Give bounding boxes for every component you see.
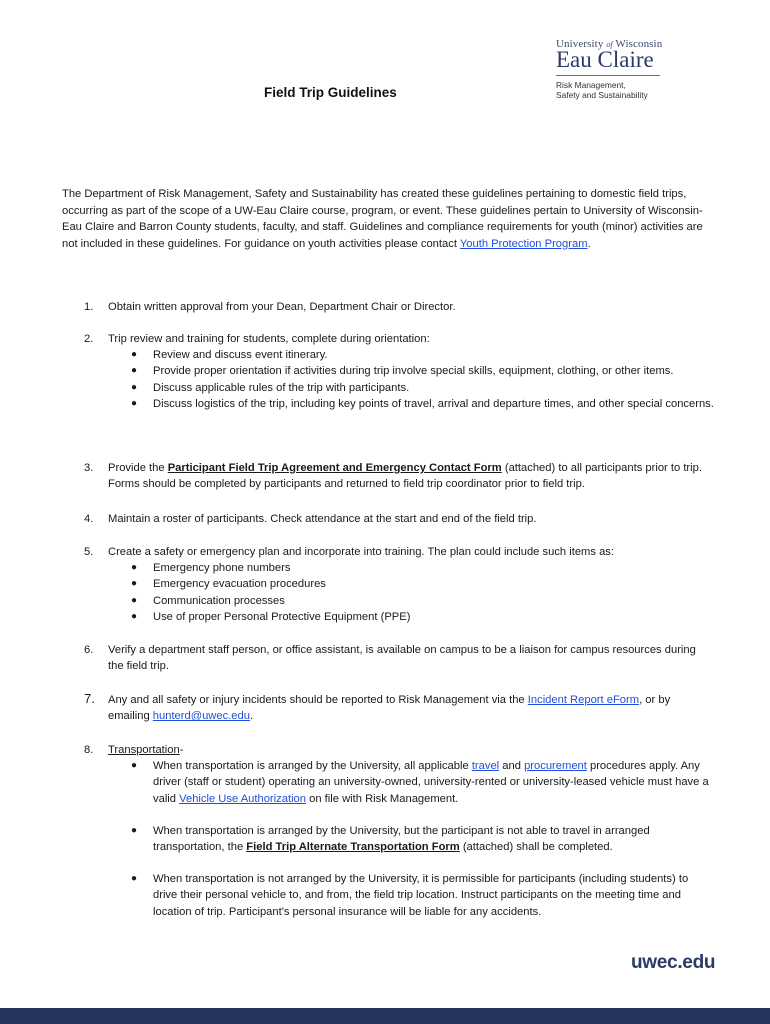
bullet-icon: ● [131, 349, 138, 361]
vehicle-use-authorization-link[interactable]: Vehicle Use Authorization [179, 792, 306, 805]
list-item: ● When transportation is arranged by the University, all applicable travel and procurement procedures apply. Any driver (staff or student) operating an university-owned, university-rented or university-leased vehicle must have a valid Vehicle Use Authorization on file with Risk Management. [131, 760, 709, 805]
bullet-icon: ● [131, 610, 138, 622]
intro-paragraph: The Department of Risk Management, Safety and Sustainability has created these guidelines pertaining to domestic field trips, occurring as part of the scope of a UW-Eau Claire course, program, or event. These guidelines pertain to University of Wisconsin-Eau Claire and Barron County students, faculty, and staff. Guidelines and compliance requirements for youth (minor) activities are not included in these guidelines. For guidance on youth activities please contact Youth Protection Program. [62, 188, 703, 250]
bullet-icon: ● [131, 578, 138, 590]
guideline-item-8: 8. Transportation- ● When transportation is arranged by the University, all applicable travel and procurement procedures apply. Any driver (staff or student) operating an university-owned, university-rented or university-leased vehicle must have a valid Vehicle Use Authorization on file with Risk Management. ● When transportation is arranged by the University, but the participant is not able to travel in arranged transportation, the Field Trip Alternate Transportation Form (attached) shall be completed. ● When transportation is not arranged by the University, it is permissible for participants (including students) to drive their personal vehicle to, and from, the field trip location. Instruct participants on the meeting time and location of trip. Participant's personal insurance will be liable for any accidents. [62, 742, 714, 920]
transportation-bullet-list [62, 758, 714, 920]
safety-plan-bullet-list [62, 560, 714, 625]
list-item: ● Discuss logistics of the trip, including key points of travel, arrival and departure times, and other special concerns. [62, 396, 714, 412]
orientation-bullet-list [62, 347, 714, 412]
incident-report-eform-link[interactable]: Incident Report eForm [527, 694, 640, 706]
logo-divider [556, 75, 660, 76]
bullet-icon: ● [131, 381, 138, 393]
bullet-icon: ● [131, 760, 138, 772]
list-item: ● When transportation is arranged by the University, but the participant is not able to travel in arranged transportation, the Field Trip Alternate Transportation Form (attached) shall be completed. [131, 824, 650, 854]
logo-dept-line2: Safety and Sustainability [556, 90, 648, 100]
list-item: ● Communication processes [62, 593, 714, 609]
youth-protection-link[interactable]: Youth Protection Program [459, 237, 588, 250]
participant-agreement-form-title: Participant Field Trip Agreement and Emergency Contact Form [167, 462, 502, 474]
guideline-item-2: 2. Trip review and training for students, complete during orientation: ● Review and discuss event itinerary. ● Provide proper orientation if activities during trip involve special skills, equipment, clothing, or other items. ● Discuss applicable rules of the trip with participants. ● Discuss logistics of the trip, including key points of travel, arrival and departure times, and other special concerns. [62, 331, 714, 412]
transportation-heading: Transportation [108, 744, 180, 756]
bullet-icon: ● [131, 562, 138, 574]
procurement-link[interactable]: procurement [524, 760, 587, 773]
guideline-item-4: 4. Maintain a roster of participants. Check attendance at the start and end of the field trip. [84, 513, 537, 525]
email-link[interactable]: hunterd@uwec.edu [152, 710, 250, 723]
guideline-item-7: 7. Any and all safety or injury incidents should be reported to Risk Management via the Incident Report eForm, or by emailing hunterd@uwec.edu. [84, 691, 671, 723]
footer-bar [0, 1008, 770, 1024]
list-item: ● Review and discuss event itinerary. [62, 347, 714, 363]
list-item: ● Discuss applicable rules of the trip with participants. [62, 380, 714, 396]
list-item: ● Emergency phone numbers [62, 560, 714, 576]
bullet-icon: ● [131, 397, 138, 409]
bullet-icon: ● [131, 594, 138, 606]
guideline-item-3: 3. Provide the Participant Field Trip Agreement and Emergency Contact Form (attached) to all participants prior to trip. Forms should be completed by participants and returned to field trip coordinator prior to field trip. [84, 462, 702, 491]
list-item: ● Use of proper Personal Protective Equipment (PPE) [62, 609, 714, 625]
bullet-icon: ● [131, 873, 138, 885]
list-item: ● When transportation is not arranged by the University, it is permissible for participants (including students) to drive their personal vehicle to, and from, the field trip location. Instruct participants on the meeting time and location of trip. Participant's personal insurance will be liable for any accidents. [131, 873, 689, 918]
alternate-transportation-form-title: Field Trip Alternate Transportation Form [246, 841, 460, 854]
guideline-item-6: 6. Verify a department staff person, or office assistant, is available on campus to be a liaison for campus resources during the field trip. [84, 644, 696, 673]
travel-link[interactable]: travel [471, 760, 500, 773]
bullet-icon: ● [131, 365, 138, 377]
guideline-item-5: 5. Create a safety or emergency plan and incorporate into training. The plan could include such items as: ● Emergency phone numbers ● Emergency evacuation procedures ● Communication processes ● Use of proper Personal Protective Equipment (PPE) [62, 544, 714, 625]
logo-dept-line1: Risk Management, [556, 80, 626, 90]
bullet-icon: ● [131, 824, 138, 836]
page-title: Field Trip Guidelines [264, 85, 397, 100]
uwec-logo [556, 38, 664, 100]
footer-url: uwec.edu [631, 952, 716, 973]
logo-university-line: University of Wisconsin [556, 38, 663, 50]
list-item: ● Emergency evacuation procedures [62, 576, 714, 592]
logo-campus-name: Eau Claire [556, 47, 654, 72]
list-item: ● Provide proper orientation if activities during trip involve special skills, equipment, clothing, or other items. [62, 363, 714, 379]
guideline-item-1: 1. Obtain written approval from your Dean, Department Chair or Director. [84, 301, 456, 313]
